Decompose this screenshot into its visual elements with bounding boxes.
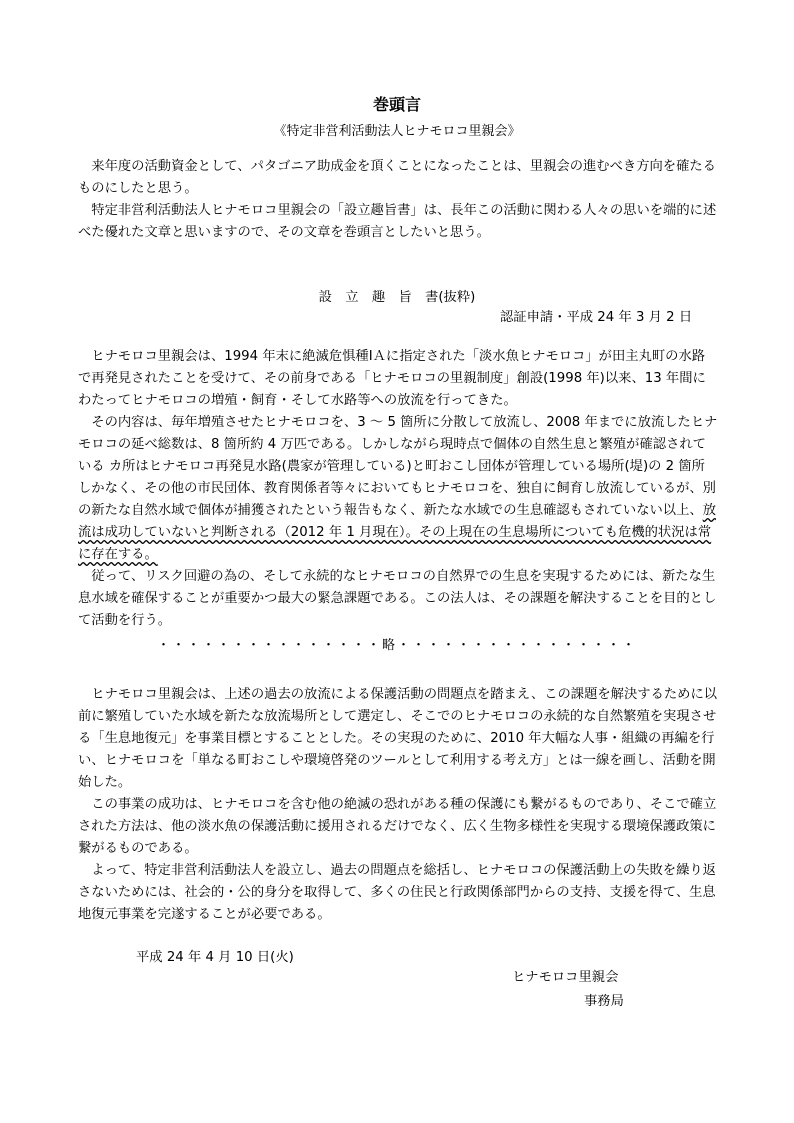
footer-date: 平成 24 年 4 月 10 日(火) xyxy=(136,950,294,965)
footer-organization: ヒナモロコ里親会 xyxy=(512,970,619,985)
intro-section xyxy=(78,156,718,244)
purpose-paragraph-2-text: その内容は、毎年増殖させたヒナモロコを、3 ～ 5 箇所に分散して放流し、2008 年までに放流したヒナモロコの延べ総数は、8 箇所約 4 万匹である。しかしながら現時点で個体の自然生息と繁殖が確認されている カ所はヒナモロコ再発見水路(農家が管理している)と町おこし団体が管理している場所(堤)の 2 箇所しかなく、その他の市民団体、教育関係者等々においてもヒナモロコを、独自に飼育し放流しているが、別の新たな自然水域で個体が捕獲されたという報告もなく、新たな水域での生息確認もされていない以上、 xyxy=(78,415,718,518)
purpose-section-1 xyxy=(78,346,718,632)
page-subtitle: 《特定非営利活動法人ヒナモロコ里親会》 xyxy=(273,124,521,139)
purpose-paragraph-2 xyxy=(78,412,718,566)
footer-office: 事務局 xyxy=(584,994,624,1009)
page-title: 巻頭言 xyxy=(372,95,421,114)
purpose-paragraph-6: よって、特定非営利活動法人を設立し、過去の問題点を総括し、ヒナモロコの保護活動上の失敗を繰り返さないためには、社会的・公的身分を取得して、多くの住民と行政関係部門からの支持、支援を得て、生息地復元事業を完遂することが必要である。 xyxy=(78,863,716,922)
intro-paragraph-2: 特定非営利活動法人ヒナモロコ里親会の「設立趣旨書」は、長年この活動に関わる人々の思いを端的に述べた優れた文章と思いますので、その文章を巻頭言としたいと思う。 xyxy=(78,203,717,240)
purpose-paragraph-4: ヒナモロコ里親会は、上述の過去の放流による保護活動の問題点を踏まえ、この課題を解決するために以前に繁殖していた水域を新たな放流場所として選定し、そこでのヒナモロコの永続的な自然繁殖を実現させる「生息地復元」を事業目標とすることとした。その実現のために、2010 年大幅な人事・組織の再編を行い、ヒナモロコを「単なる町おこしや環境啓発のツールとして利用する考え方」とは一線を画し、活動を開始した。 xyxy=(78,687,718,790)
purpose-paragraph-3: 従って、リスク回避の為の、そして永続的なヒナモロコの自然界での生息を実現するためには、新たな生息水域を確保することが重要かつ最大の緊急課題である。この法人は、その課題を解決することを目的として活動を行う。 xyxy=(78,569,717,628)
purpose-section-2 xyxy=(78,684,718,926)
intro-paragraph-1: 来年度の活動資金として、パタゴニア助成金を頂くことになったことは、里親会の進むべき方向を確たるものにしたと思う。 xyxy=(78,159,716,196)
purpose-paragraph-5: この事業の成功は、ヒナモロコを含む他の絶滅の恐れがある種の保護にも繋がるものであり、そこで確立された方法は、他の淡水魚の保護活動に援用されるだけでなく、広く生物多様性を実現する環境保護政策に繋がるものである。 xyxy=(78,797,717,856)
section-heading: 設 立 趣 旨 書(抜粋) xyxy=(318,290,476,305)
certification-date: 認証申請・平成 24 年 3 月 2 日 xyxy=(500,310,693,325)
omission-separator: ・・・・・・・・・・・・・・・略・・・・・・・・・・・・・・・・ xyxy=(156,638,637,653)
purpose-paragraph-2-emphasis: 放流は成功していないと判断される（2012 年 1 月現在）。その上現在の生息場所についても危機的状況は常に存在する。 xyxy=(78,503,716,562)
purpose-paragraph-1: ヒナモロコ里親会は、1994 年末に絶滅危惧種ⅠＡに指定された「淡水魚ヒナモロコ」が田主丸町の水路で再発見されたことを受けて、その前身である「ヒナモロコの里親制度」創設(1998 年)以来、13 年間にわたってヒナモロコの増殖・飼育・そして水路等への放流を行ってきた。 xyxy=(78,349,706,408)
